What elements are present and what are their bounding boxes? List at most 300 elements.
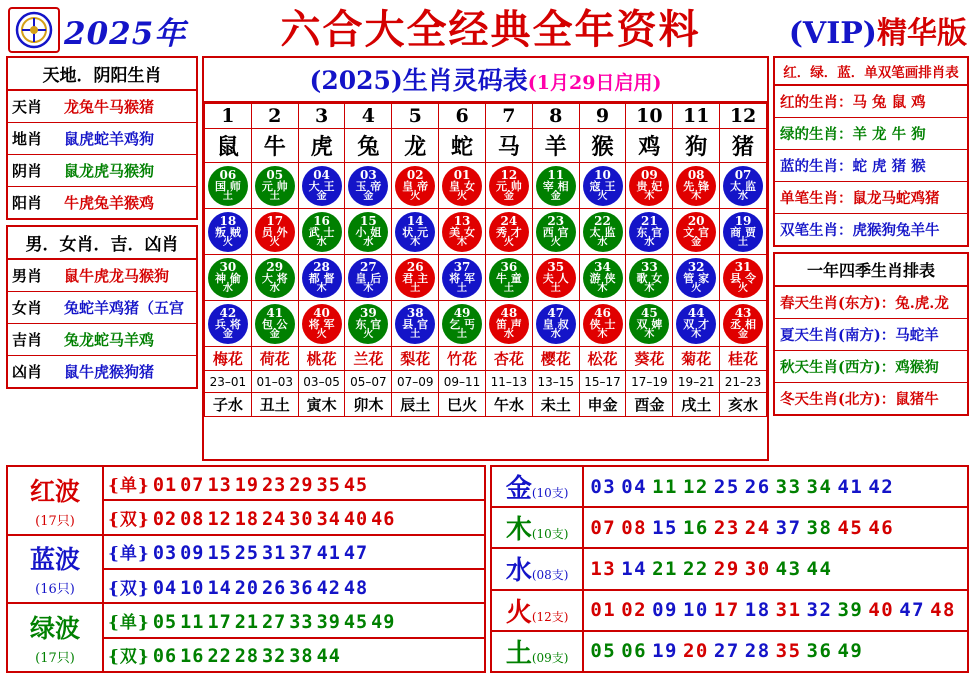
zodiac-ball-cell[interactable] (298, 163, 345, 209)
row-value: ：鸡猴狗 (880, 359, 939, 376)
ball-element: 木 (644, 283, 655, 294)
row-key: 红的生肖 (780, 94, 838, 111)
ball-element: 木 (597, 283, 608, 294)
wave-number: 39 (316, 611, 341, 633)
table-row (205, 163, 767, 209)
table-row (7, 603, 485, 637)
wave-number: 22 (207, 646, 232, 668)
ball-title: 将 军 (449, 272, 475, 285)
zodiac-ball[interactable] (536, 304, 576, 344)
time-cell: 13–15 (532, 371, 579, 393)
zodiac-ball-cell[interactable] (298, 255, 345, 301)
col-number: 2 (251, 104, 298, 129)
element-count: (08支) (531, 568, 569, 583)
branch-cell: 未土 (532, 393, 579, 417)
zodiac-ball-cell[interactable] (579, 255, 626, 301)
zodiac-ball[interactable] (442, 212, 482, 252)
list-item (8, 123, 196, 155)
heaven-earth-title: 天地．阴阳生肖 (8, 58, 196, 91)
zodiac-ball-cell[interactable] (579, 209, 626, 255)
zodiac-ball-cell[interactable] (392, 301, 439, 347)
animal-cell: 虎 (298, 129, 345, 163)
ball-number: 11 (547, 168, 565, 182)
zodiac-ball-cell[interactable] (205, 301, 252, 347)
element-numbers (583, 548, 968, 589)
zodiac-ball[interactable] (489, 166, 529, 206)
zodiac-ball[interactable] (302, 166, 342, 206)
zodiac-ball-cell[interactable] (720, 255, 767, 301)
list-item: 蓝的生肖：蛇 虎 猪 猴 (775, 150, 967, 182)
zodiac-ball[interactable] (208, 304, 248, 344)
col-number: 5 (392, 104, 439, 129)
ball-number: 39 (360, 306, 377, 320)
element-number: 23 (713, 516, 740, 539)
ball-element: 土 (738, 237, 749, 248)
col-number: 6 (439, 104, 486, 129)
ball-number: 19 (734, 214, 752, 228)
gender-luck-title: 男．女肖．吉．凶肖 (8, 227, 196, 260)
zodiac-ball[interactable] (255, 166, 295, 206)
wave-number: 38 (289, 646, 314, 668)
flower-cell: 杏花 (485, 347, 532, 371)
ball-number: 06 (219, 168, 237, 182)
zodiac-ball[interactable] (676, 212, 716, 252)
zodiac-ball-cell[interactable] (532, 209, 579, 255)
zodiac-ball-cell[interactable] (485, 163, 532, 209)
zodiac-ball[interactable] (208, 166, 248, 206)
wave-number: 18 (234, 508, 259, 530)
row-key: 绿的生肖 (780, 126, 838, 143)
ball-title: 东 官 (636, 226, 663, 239)
ball-number: 03 (360, 168, 377, 182)
zodiac-ball-cell[interactable] (439, 163, 486, 209)
zodiac-ball-cell[interactable] (251, 209, 298, 255)
zodiac-ball-cell[interactable] (626, 301, 673, 347)
ball-title: 游 侠 (589, 272, 616, 285)
zodiac-ball[interactable] (536, 212, 576, 252)
zodiac-ball[interactable] (536, 166, 576, 206)
ball-element: 金 (222, 329, 233, 340)
wave-label: 绿波 (29, 614, 80, 644)
ball-title: 乞 丐 (449, 318, 475, 331)
ball-title: 东 官 (355, 318, 382, 331)
zodiac-ball[interactable] (583, 258, 623, 298)
flower-cell: 梨花 (392, 347, 439, 371)
element-number: 10 (682, 599, 709, 622)
ball-element: 火 (738, 283, 749, 294)
zodiac-ball[interactable] (255, 258, 295, 298)
ball-title: 县 官 (402, 318, 429, 331)
zodiac-ball[interactable] (723, 166, 763, 206)
list-item (775, 383, 967, 414)
time-cell: 05–07 (345, 371, 392, 393)
list-item (8, 356, 196, 387)
ball-title: 将 军 (308, 318, 335, 331)
ball-title: 美 女 (449, 226, 475, 239)
zodiac-ball[interactable] (723, 212, 763, 252)
zodiac-ball-cell[interactable] (673, 301, 720, 347)
ball-element: 金 (503, 191, 514, 202)
col-number: 9 (579, 104, 626, 129)
zodiac-ball-cell[interactable] (532, 255, 579, 301)
flower-cell: 桂花 (720, 347, 767, 371)
ball-title: 管 家 (683, 272, 710, 285)
ball-element: 水 (269, 283, 280, 294)
wave-number: 03 (152, 543, 178, 565)
table-row-times (205, 371, 767, 393)
ball-element: 火 (457, 191, 468, 202)
row-value: 鼠虎蛇羊鸡狗 (64, 130, 155, 148)
wave-number: 04 (152, 577, 178, 599)
wave-number: 25 (234, 543, 259, 565)
list-item: 红的生肖：马 兔 鼠 鸡 (775, 86, 967, 118)
ball-title: 皇 后 (355, 272, 382, 285)
wave-number: 20 (234, 577, 259, 599)
zodiac-ball-cell[interactable] (626, 163, 673, 209)
ball-element: 木 (644, 191, 655, 202)
time-cell: 15–17 (579, 371, 626, 393)
zodiac-ball[interactable] (723, 304, 763, 344)
zodiac-ball[interactable] (348, 212, 388, 252)
ball-title: 玉 帝 (355, 180, 382, 193)
element-number: 21 (652, 557, 678, 580)
table-row-animals (205, 129, 767, 163)
element-number: 11 (652, 475, 678, 498)
ball-number: 21 (641, 214, 658, 228)
row-key: 蓝的生肖 (780, 158, 838, 175)
row-value: 兔蛇羊鸡猪（五宫 (64, 299, 185, 317)
zodiac-ball-cell[interactable] (392, 163, 439, 209)
row-value: 牛虎兔羊猴鸡 (64, 194, 155, 212)
zodiac-ball[interactable] (489, 258, 529, 298)
zodiac-ball[interactable] (583, 304, 623, 344)
branch-cell: 丑土 (251, 393, 298, 417)
wave-table-panel (6, 465, 486, 673)
zodiac-ball[interactable] (629, 304, 669, 344)
zodiac-ball-cell[interactable] (439, 301, 486, 347)
element-number: 07 (590, 516, 617, 539)
ball-number: 12 (500, 168, 518, 182)
ball-number: 41 (266, 306, 284, 320)
zodiac-ball-cell[interactable] (579, 301, 626, 347)
ball-number: 14 (406, 214, 424, 228)
zodiac-ball-cell[interactable] (485, 301, 532, 347)
zodiac-table-title-note: (1月29日启用) (527, 72, 662, 94)
wave-number: 12 (207, 508, 232, 530)
list-item: 双笔生肖：虎猴狗兔羊牛 (780, 222, 940, 239)
wave-number: 23 (262, 474, 287, 496)
zodiac-ball-cell[interactable] (251, 301, 298, 347)
wave-number: 29 (289, 474, 314, 496)
zodiac-ball[interactable] (255, 212, 295, 252)
zodiac-ball-cell[interactable] (532, 163, 579, 209)
zodiac-ball-cell[interactable] (205, 163, 252, 209)
branch-cell: 巳火 (439, 393, 486, 417)
col-number: 10 (626, 104, 673, 129)
zodiac-ball-cell[interactable] (439, 255, 486, 301)
zodiac-ball-cell[interactable] (532, 301, 579, 347)
table-row-branches (205, 393, 767, 417)
zodiac-ball[interactable] (629, 258, 669, 298)
zodiac-ball-cell[interactable] (673, 255, 720, 301)
zodiac-ball-cell[interactable] (298, 209, 345, 255)
element-number: 49 (837, 640, 864, 663)
zodiac-ball[interactable] (676, 304, 716, 344)
list-item (8, 91, 196, 123)
zodiac-ball[interactable] (489, 304, 529, 344)
zodiac-ball-cell[interactable] (673, 209, 720, 255)
branch-cell: 申金 (579, 393, 626, 417)
zodiac-ball-cell[interactable] (720, 301, 767, 347)
ball-number: 37 (453, 260, 471, 274)
element-number: 25 (713, 475, 740, 498)
zodiac-ball-cell[interactable] (439, 209, 486, 255)
row-value: ：兔.虎.龙 (880, 295, 949, 312)
zodiac-ball-cell[interactable] (485, 255, 532, 301)
wave-number: 01 (152, 474, 178, 496)
even-tag: {双} (108, 509, 150, 530)
branch-cell: 卯木 (345, 393, 392, 417)
zodiac-ball[interactable] (723, 258, 763, 298)
zodiac-ball-cell[interactable] (251, 163, 298, 209)
ball-number: 44 (687, 306, 705, 320)
ball-number: 46 (594, 306, 611, 320)
zodiac-ball[interactable] (348, 258, 388, 298)
ball-element: 土 (410, 329, 421, 340)
wave-number: 15 (207, 543, 232, 565)
zodiac-ball-cell[interactable] (485, 209, 532, 255)
element-name-cell (491, 548, 583, 589)
branch-cell: 子水 (205, 393, 252, 417)
element-name-cell (491, 507, 583, 548)
row-value: ：马蛇羊 (880, 327, 939, 344)
zodiac-ball[interactable] (489, 212, 529, 252)
compass-logo-icon (8, 7, 60, 53)
ball-title: 贵 妃 (636, 180, 663, 193)
ball-title: 双 婢 (636, 318, 663, 331)
element-number: 13 (590, 557, 617, 580)
ball-title: 元 帅 (261, 180, 288, 193)
col-number: 4 (345, 104, 392, 129)
flower-cell: 菊花 (673, 347, 720, 371)
ball-number: 40 (313, 306, 330, 320)
zodiac-ball[interactable] (255, 304, 295, 344)
zodiac-ball[interactable] (442, 304, 482, 344)
wave-name-cell (7, 603, 103, 672)
element-number: 26 (744, 475, 771, 498)
row-value: 鼠龙马蛇鸡猪 (852, 190, 940, 207)
element-number: 24 (744, 516, 771, 539)
zodiac-ball-cell[interactable] (345, 301, 392, 347)
zodiac-ball-cell[interactable] (345, 163, 392, 209)
zodiac-ball[interactable] (629, 212, 669, 252)
ball-title: 寇 王 (589, 180, 616, 193)
ball-number: 35 (547, 260, 565, 274)
ball-grid (205, 163, 767, 347)
zodiac-ball[interactable] (302, 212, 342, 252)
element-number: 01 (590, 599, 617, 622)
table-row-numbers (205, 104, 767, 129)
animal-cell: 鼠 (205, 129, 252, 163)
element-name-cell (491, 631, 583, 672)
ball-element: 金 (691, 237, 702, 248)
element-number: 41 (837, 475, 864, 498)
zodiac-ball-cell[interactable] (720, 209, 767, 255)
zodiac-ball-cell[interactable] (392, 209, 439, 255)
zodiac-ball[interactable] (395, 166, 435, 206)
zodiac-ball[interactable] (208, 212, 248, 252)
zodiac-table-title-text: (2025)生肖灵码表 (309, 66, 528, 95)
zodiac-ball[interactable] (395, 304, 435, 344)
element-number: 46 (868, 516, 895, 539)
ball-number: 01 (453, 168, 471, 182)
animal-cell: 狗 (673, 129, 720, 163)
ball-number: 49 (453, 306, 471, 320)
element-number: 28 (744, 640, 771, 663)
zodiac-ball-cell[interactable] (626, 209, 673, 255)
ball-element: 水 (222, 283, 233, 294)
wave-count: (17只) (35, 651, 75, 667)
element-number: 44 (806, 557, 833, 580)
wave-number: 45 (343, 611, 369, 633)
zodiac-ball-cell[interactable] (345, 209, 392, 255)
ball-number: 29 (266, 260, 284, 274)
animal-cell: 蛇 (439, 129, 486, 163)
zodiac-ball-cell[interactable] (298, 301, 345, 347)
animal-cell: 兔 (345, 129, 392, 163)
row-key: 冬天生肖(北方) (780, 391, 881, 408)
odd-tag: {单} (108, 475, 150, 496)
wave-number: 19 (234, 474, 259, 496)
zodiac-ball[interactable] (302, 258, 342, 298)
zodiac-ball-cell[interactable] (626, 255, 673, 301)
row-value: 虎猴狗兔羊牛 (852, 222, 940, 239)
vip-suffix: 精华版 (877, 16, 967, 51)
element-number: 02 (621, 599, 648, 622)
ball-element: 金 (550, 191, 561, 202)
color-stroke-panel (773, 56, 969, 247)
ball-number: 24 (500, 214, 518, 228)
ball-element: 水 (644, 237, 655, 248)
element-number: 03 (590, 475, 617, 498)
row-key: 阴肖 (12, 162, 43, 180)
zodiac-ball[interactable] (302, 304, 342, 344)
animal-cell: 猪 (720, 129, 767, 163)
ball-title: 小 姐 (355, 226, 382, 239)
zodiac-ball[interactable] (629, 166, 669, 206)
zodiac-ball[interactable] (208, 258, 248, 298)
zodiac-ball-cell[interactable] (720, 163, 767, 209)
ball-number: 17 (266, 214, 284, 228)
zodiac-ball[interactable] (676, 166, 716, 206)
ball-element: 土 (550, 283, 561, 294)
element-number: 17 (713, 599, 740, 622)
table-row (205, 255, 767, 301)
ball-title: 侠 士 (589, 318, 616, 331)
ball-element: 木 (363, 283, 374, 294)
ball-number: 42 (219, 306, 237, 320)
wave-count: (17只) (35, 513, 75, 529)
element-number: 30 (744, 557, 771, 580)
zodiac-ball[interactable] (348, 304, 388, 344)
ball-element: 木 (316, 283, 327, 294)
row-value: 兔龙蛇马羊鸡 (64, 331, 155, 349)
zodiac-code-table (204, 103, 767, 417)
ball-number: 02 (406, 168, 424, 182)
ball-number: 30 (219, 260, 237, 274)
wave-even-numbers (103, 638, 485, 672)
ball-element: 火 (410, 191, 421, 202)
ball-title: 丞 相 (730, 318, 756, 331)
ball-element: 土 (222, 191, 233, 202)
ball-number: 32 (687, 260, 705, 274)
zodiac-ball[interactable] (348, 166, 388, 206)
zodiac-ball-cell[interactable] (579, 163, 626, 209)
wave-number: 37 (289, 543, 314, 565)
four-seasons-title: 一年四季生肖排表 (775, 254, 967, 287)
zodiac-ball[interactable] (536, 258, 576, 298)
col-number: 1 (205, 104, 252, 129)
row-value: 马 兔 鼠 鸡 (852, 94, 926, 111)
element-count: (12支) (531, 609, 569, 624)
element-number: 48 (930, 599, 956, 622)
bottom-region (4, 461, 971, 673)
wave-number: 32 (262, 646, 287, 668)
wave-number: 10 (180, 577, 205, 599)
ball-number: 13 (453, 214, 471, 228)
ball-element: 水 (363, 237, 374, 248)
zodiac-ball-cell[interactable] (205, 255, 252, 301)
element-number: 08 (621, 516, 648, 539)
row-value: 蛇 虎 猪 猴 (852, 158, 926, 175)
flower-cell: 樱花 (532, 347, 579, 371)
zodiac-ball-cell[interactable] (673, 163, 720, 209)
list-item (775, 319, 967, 351)
zodiac-ball[interactable] (676, 258, 716, 298)
zodiac-ball[interactable] (395, 258, 435, 298)
element-numbers (583, 466, 968, 507)
branch-cell: 亥水 (720, 393, 767, 417)
ball-number: 04 (313, 168, 330, 182)
element-number: 16 (682, 516, 709, 539)
row-key: 秋天生肖(西方) (780, 359, 881, 376)
odd-tag: {单} (108, 612, 150, 633)
ball-element: 金 (738, 329, 749, 340)
zodiac-ball[interactable] (442, 166, 482, 206)
zodiac-ball-cell[interactable] (251, 255, 298, 301)
zodiac-ball-cell[interactable] (345, 255, 392, 301)
wave-number: 21 (234, 611, 259, 633)
zodiac-ball-cell[interactable] (205, 209, 252, 255)
zodiac-ball-cell[interactable] (392, 255, 439, 301)
zodiac-ball[interactable] (583, 166, 623, 206)
flower-cell: 葵花 (626, 347, 673, 371)
ball-element: 火 (597, 191, 608, 202)
wave-label: 红波 (29, 476, 80, 506)
ball-element: 金 (316, 191, 327, 202)
zodiac-ball[interactable] (583, 212, 623, 252)
four-seasons-panel (773, 252, 969, 416)
list-item (775, 351, 967, 383)
wave-name-cell (7, 466, 103, 535)
row-key: 天肖 (12, 98, 43, 116)
zodiac-ball[interactable] (395, 212, 435, 252)
ball-element: 木 (644, 329, 655, 340)
element-number: 38 (806, 516, 833, 539)
ball-number: 48 (500, 306, 518, 320)
zodiac-ball[interactable] (442, 258, 482, 298)
ball-title: 皇 帝 (402, 180, 429, 193)
